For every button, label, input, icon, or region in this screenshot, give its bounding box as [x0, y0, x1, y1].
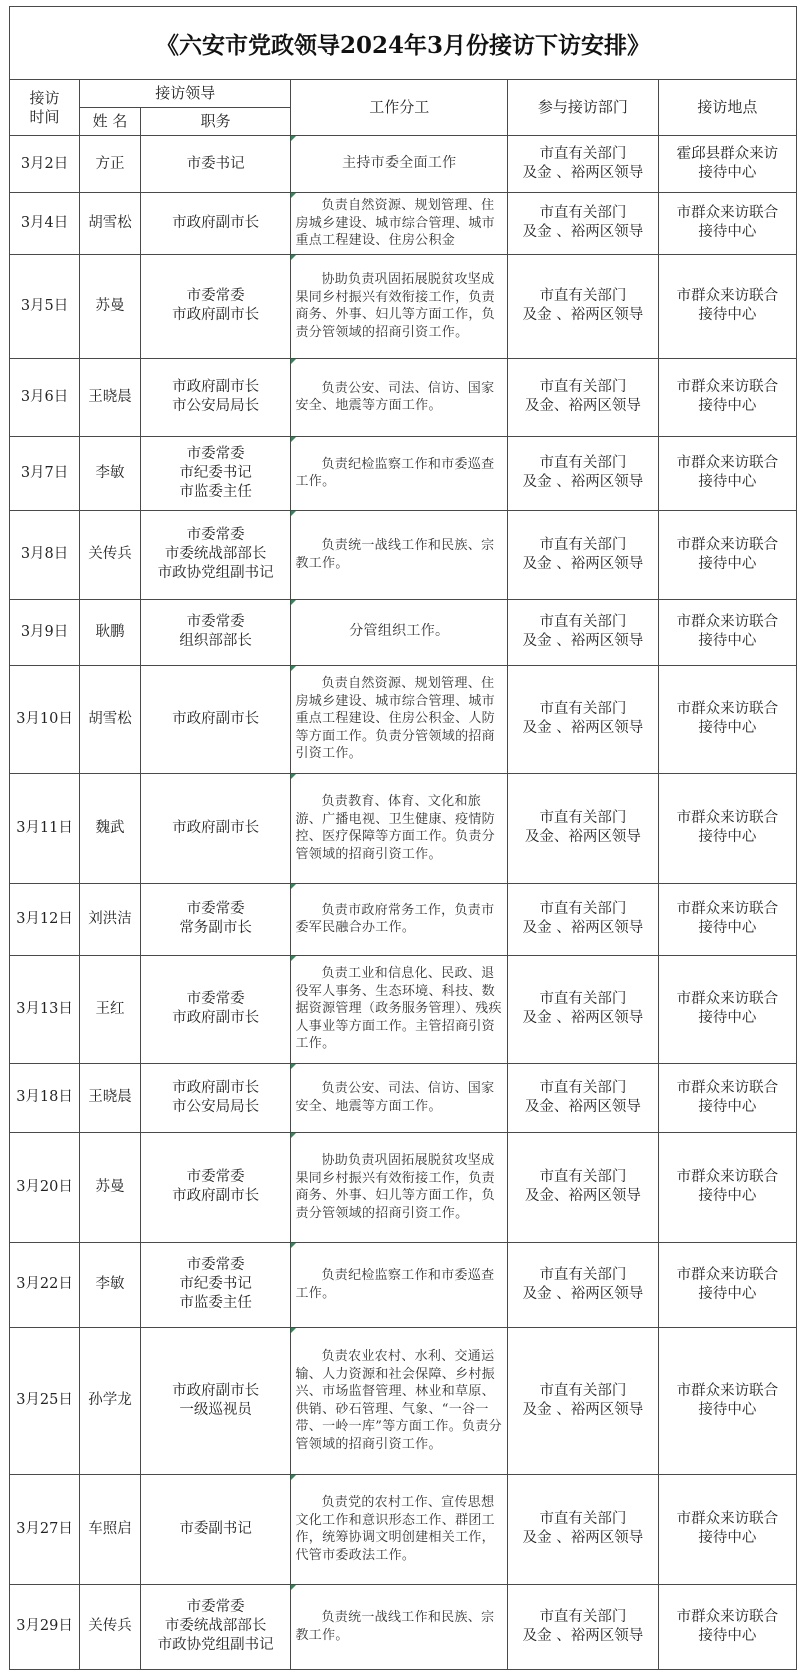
dept-cell [508, 773, 659, 883]
header-place: 接访地点 [658, 80, 796, 136]
duty-text: 负责统一战线工作和民族、宗教工作。 [295, 1610, 495, 1643]
dept-line: 及金 、裕两区领导 [522, 1285, 644, 1302]
place-line: 市群众来访联合 [676, 1608, 779, 1625]
duty-text: 负责纪检监察工作和市委巡查工作。 [295, 1268, 495, 1301]
place-line: 接待中心 [698, 1285, 757, 1302]
duty-cell [291, 358, 508, 436]
dept-line: 市直有关部门 [539, 901, 627, 917]
duty-text: 负责公安、司法、信访、国家安全、地震等方面工作。 [295, 380, 495, 413]
leader-position-cell [140, 883, 291, 955]
duty-text: 负责自然资源、规划管理、住房城乡建设、城市综合管理、城市重点工程建设、住房公积金 [295, 198, 495, 248]
place-line: 市群众来访联合 [676, 1266, 779, 1283]
leader-position-cell [140, 665, 291, 773]
visit-date-cell: 3月25日 [10, 1327, 80, 1474]
table-row [10, 436, 797, 510]
place-cell [658, 436, 796, 510]
place-line: 接待中心 [698, 1530, 757, 1546]
position-line: 市委常委 [186, 1599, 245, 1615]
dept-line: 市直有关部门 [539, 701, 627, 717]
dept-line: 及金 、裕两区领导 [522, 1627, 644, 1644]
position-line: 市委常委 [186, 527, 245, 543]
dept-cell [508, 665, 659, 773]
dept-line: 及金 、裕两区领导 [522, 165, 644, 181]
dept-line: 及金 、裕两区领导 [522, 633, 644, 649]
leader-position-cell [140, 358, 291, 436]
leader-name-cell: 方正 [80, 136, 141, 193]
leader-position-cell [140, 193, 291, 255]
leader-position-cell [140, 955, 291, 1063]
duty-text: 负责公安、司法、信访、国家安全、地震等方面工作。 [295, 1081, 495, 1114]
leader-position-cell [140, 254, 291, 358]
duty-text: 协助负责巩固拓展脱贫攻坚成果同乡村振兴有效衔接工作，负责商务、外事、妇儿等方面工作，负责分管领域的招商引资工作。 [295, 272, 495, 340]
place-line: 市群众来访联合 [676, 288, 779, 304]
place-line: 接待中心 [698, 165, 757, 181]
visit-date-cell: 3月8日 [10, 510, 80, 599]
place-line: 接待中心 [698, 398, 757, 414]
place-cell [658, 1584, 796, 1669]
place-line: 市群众来访联合 [676, 1169, 779, 1185]
visit-date-cell: 3月18日 [10, 1063, 80, 1132]
leader-name-cell: 王晓晨 [80, 1063, 141, 1132]
leader-position-cell [140, 1063, 291, 1132]
position-line: 市委统战部部长 [164, 546, 267, 562]
table-row [10, 1584, 797, 1669]
position-line: 市公安局局长 [172, 398, 260, 414]
table-row [10, 254, 797, 358]
dept-line: 市直有关部门 [539, 614, 627, 630]
duty-text: 负责自然资源、规划管理、住房城乡建设、城市综合管理、城市重点工程建设、住房公积金、人防等方面工作。负责分管领域的招商引资工作。 [295, 676, 495, 762]
dept-line: 及金、裕两区领导 [524, 1098, 641, 1115]
place-line: 接待中心 [698, 1188, 757, 1204]
position-line: 市委常委 [186, 445, 245, 462]
dept-line: 市直有关部门 [539, 1169, 627, 1185]
place-cell [658, 1242, 796, 1327]
duty-cell [291, 1242, 508, 1327]
place-line: 市群众来访联合 [676, 1382, 779, 1399]
place-line: 市群众来访联合 [676, 614, 779, 630]
table-row [10, 193, 797, 255]
leader-name-cell: 王晓晨 [80, 358, 141, 436]
dept-line: 及金 、裕两区领导 [522, 1010, 644, 1026]
leader-name-cell: 刘洪洁 [80, 883, 141, 955]
table-row [10, 1063, 797, 1132]
leader-position-cell [140, 436, 291, 510]
duty-text: 负责工业和信息化、民政、退役军人事务、生态环境、科技、数据资源管理（政务服务管理）、残疾人事业等方面工作。主管招商引资工作。 [295, 966, 502, 1052]
place-line: 市群众来访联合 [676, 701, 779, 717]
dept-cell [508, 1584, 659, 1669]
duty-cell [291, 436, 508, 510]
dept-cell [508, 193, 659, 255]
leader-position-cell [140, 1474, 291, 1584]
place-cell [658, 955, 796, 1063]
place-line: 接待中心 [698, 720, 757, 736]
position-line: 市委常委 [186, 288, 245, 304]
duty-text: 协助负责巩固拓展脱贫攻坚成果同乡村振兴有效衔接工作，负责商务、外事、妇儿等方面工作，负责分管领域的招商引资工作。 [295, 1153, 495, 1221]
duty-cell [291, 773, 508, 883]
table-row [10, 1327, 797, 1474]
table-row [10, 883, 797, 955]
place-cell [658, 773, 796, 883]
table-row [10, 955, 797, 1063]
table-row [10, 665, 797, 773]
dept-line: 及金 、裕两区领导 [522, 920, 644, 936]
dept-cell [508, 955, 659, 1063]
place-cell [658, 358, 796, 436]
leader-name-cell: 苏曼 [80, 254, 141, 358]
schedule-table [9, 6, 797, 1670]
position-line: 市纪委书记 [179, 1276, 252, 1292]
position-line: 常务副市长 [179, 920, 252, 936]
duty-text: 负责农业农村、水利、交通运输、人力资源和社会保障、乡村振兴、市场监督管理、林业和草原、供销、砂石管理、气象、“一谷一带、一岭一库”等方面工作。负责分管领域的招商引资工作。 [295, 1349, 502, 1452]
visit-date-cell: 3月2日 [10, 136, 80, 193]
dept-cell [508, 599, 659, 665]
table-row [10, 136, 797, 193]
dept-line: 市直有关部门 [539, 288, 627, 304]
position-line: 市政府副市长 [172, 379, 260, 395]
place-line: 接待中心 [698, 1098, 757, 1115]
visit-date-cell: 3月4日 [10, 193, 80, 255]
table-row [10, 599, 797, 665]
position-line: 市委常委 [186, 1257, 245, 1273]
place-line: 接待中心 [698, 920, 757, 936]
duty-cell [291, 599, 508, 665]
visit-date-cell: 3月11日 [10, 773, 80, 883]
position-line: 市委常委 [186, 614, 245, 630]
position-line: 组织部部长 [179, 633, 252, 649]
visit-date-cell: 3月27日 [10, 1474, 80, 1584]
position-line: 市委统战部部长 [164, 1618, 267, 1634]
leader-name-cell: 李敏 [80, 1242, 141, 1327]
duty-text: 负责党的农村工作、宣传思想文化工作和意识形态工作、群团工作，统筹协调文明创建相关工作，代管市委政法工作。 [295, 1495, 495, 1563]
place-line: 接待中心 [698, 633, 757, 649]
place-line: 接待中心 [698, 1010, 757, 1026]
visit-date-cell: 3月12日 [10, 883, 80, 955]
dept-cell [508, 436, 659, 510]
dept-line: 及金、裕两区领导 [524, 1188, 641, 1204]
position-line: 市监委主任 [179, 1295, 252, 1311]
duty-text: 负责纪检监察工作和市委巡查工作。 [295, 456, 495, 489]
place-line: 霍邱县群众来访 [676, 146, 779, 162]
position-line: 市政协党组副书记 [157, 565, 274, 581]
place-line: 市群众来访联合 [676, 455, 779, 471]
place-line: 市群众来访联合 [676, 1511, 779, 1527]
visit-date-cell: 3月13日 [10, 955, 80, 1063]
dept-line: 市直有关部门 [539, 455, 627, 471]
position-line: 市政府副市长 [172, 214, 260, 231]
place-cell [658, 599, 796, 665]
duty-cell [291, 955, 508, 1063]
dept-line: 及金、裕两区领导 [524, 398, 641, 414]
visit-date-cell: 3月20日 [10, 1132, 80, 1242]
leader-name-cell: 李敏 [80, 436, 141, 510]
place-line: 接待中心 [698, 224, 757, 241]
place-line: 市群众来访联合 [676, 536, 779, 553]
duty-cell [291, 136, 508, 193]
dept-cell [508, 254, 659, 358]
schedule-rows [10, 136, 797, 1670]
position-line: 市政府副市长 [172, 1079, 260, 1096]
position-line: 市政府副市长 [172, 710, 260, 727]
visit-date-cell: 3月9日 [10, 599, 80, 665]
dept-line: 市直有关部门 [539, 1382, 627, 1399]
dept-cell [508, 510, 659, 599]
duty-text: 分管组织工作。 [349, 623, 450, 640]
table-row [10, 773, 797, 883]
dept-line: 及金 、裕两区领导 [522, 474, 644, 490]
leader-name-cell: 王红 [80, 955, 141, 1063]
dept-line: 及金 、裕两区领导 [522, 307, 644, 323]
dept-line: 市直有关部门 [539, 379, 627, 395]
position-line: 市政协党组副书记 [157, 1637, 274, 1653]
visit-date-cell: 3月7日 [10, 436, 80, 510]
place-line: 市群众来访联合 [676, 991, 779, 1007]
schedule-sheet [9, 6, 797, 1670]
leader-position-cell [140, 1242, 291, 1327]
visit-date-cell: 3月10日 [10, 665, 80, 773]
header-position: 职务 [140, 108, 291, 136]
leader-name-cell: 魏武 [80, 773, 141, 883]
dept-line: 市直有关部门 [539, 205, 627, 222]
leader-name-cell: 苏曼 [80, 1132, 141, 1242]
dept-line: 市直有关部门 [539, 536, 627, 553]
duty-cell [291, 1474, 508, 1584]
visit-date-cell: 3月22日 [10, 1242, 80, 1327]
table-row [10, 510, 797, 599]
duty-cell [291, 1132, 508, 1242]
place-cell [658, 1063, 796, 1132]
place-cell [658, 1327, 796, 1474]
place-line: 接待中心 [698, 1401, 757, 1418]
table-row [10, 358, 797, 436]
position-line: 市委书记 [186, 155, 245, 172]
position-line: 市政府副市长 [172, 307, 260, 323]
position-line: 市委常委 [186, 1169, 245, 1185]
visit-date-cell: 3月29日 [10, 1584, 80, 1669]
dept-line: 市直有关部门 [539, 1608, 627, 1625]
position-line: 市纪委书记 [179, 464, 252, 481]
position-line: 市监委主任 [179, 483, 252, 500]
position-line: 市公安局局长 [172, 1098, 260, 1115]
place-line: 接待中心 [698, 307, 757, 323]
dept-cell [508, 358, 659, 436]
header-time [10, 80, 80, 136]
header-duty: 工作分工 [291, 80, 508, 136]
header-dept: 参与接访部门 [508, 80, 659, 136]
table-row [10, 1242, 797, 1327]
place-line: 接待中心 [698, 1627, 757, 1644]
visit-date-cell: 3月6日 [10, 358, 80, 436]
leader-name-cell: 关传兵 [80, 1584, 141, 1669]
dept-cell [508, 1132, 659, 1242]
dept-cell [508, 136, 659, 193]
place-cell [658, 193, 796, 255]
place-line: 市群众来访联合 [676, 901, 779, 917]
duty-text: 负责市政府常务工作，负责市委军民融合办工作。 [295, 902, 495, 935]
page-title: 《六安市党政领导2024年3月份接访下访安排》 [10, 7, 797, 80]
dept-line: 及金 、裕两区领导 [522, 1401, 644, 1418]
place-cell [658, 136, 796, 193]
table-row [10, 1474, 797, 1584]
dept-line: 及金 、裕两区领导 [522, 720, 644, 736]
place-line: 市群众来访联合 [676, 1079, 779, 1096]
dept-cell [508, 1063, 659, 1132]
position-line: 市委常委 [186, 991, 245, 1007]
duty-cell [291, 254, 508, 358]
place-cell [658, 254, 796, 358]
dept-line: 市直有关部门 [539, 991, 627, 1007]
place-line: 市群众来访联合 [676, 205, 779, 222]
position-line: 市政府副市长 [172, 819, 260, 836]
dept-line: 市直有关部门 [539, 146, 627, 162]
position-line: 市委副书记 [179, 1520, 252, 1537]
position-line: 市政府副市长 [172, 1382, 260, 1399]
leader-position-cell [140, 599, 291, 665]
leader-name-cell: 关传兵 [80, 510, 141, 599]
table-row [10, 1132, 797, 1242]
place-line: 市群众来访联合 [676, 379, 779, 395]
leader-name-cell: 胡雪松 [80, 665, 141, 773]
duty-cell [291, 193, 508, 255]
duty-text: 负责教育、体育、文化和旅游、广播电视、卫生健康、疫情防控、医疗保障等方面工作。负责分管领域的招商引资工作。 [295, 794, 495, 862]
leader-position-cell [140, 1132, 291, 1242]
leader-position-cell [140, 773, 291, 883]
dept-cell [508, 1474, 659, 1584]
position-line: 一级巡视员 [179, 1401, 252, 1418]
visit-date-cell: 3月5日 [10, 254, 80, 358]
dept-line: 市直有关部门 [539, 810, 627, 826]
place-cell [658, 1132, 796, 1242]
leader-position-cell [140, 510, 291, 599]
dept-line: 市直有关部门 [539, 1266, 627, 1283]
place-cell [658, 883, 796, 955]
duty-cell [291, 1327, 508, 1474]
duty-cell [291, 883, 508, 955]
header-leader-group: 接访领导 [80, 80, 291, 108]
dept-cell [508, 1327, 659, 1474]
place-cell [658, 665, 796, 773]
place-cell [658, 510, 796, 599]
place-line: 接待中心 [698, 829, 757, 845]
position-line: 市政府副市长 [172, 1188, 260, 1204]
place-line: 接待中心 [698, 474, 757, 490]
dept-line: 市直有关部门 [539, 1511, 627, 1527]
position-line: 市委常委 [186, 901, 245, 917]
dept-line: 及金 、裕两区领导 [522, 555, 644, 572]
leader-position-cell [140, 1327, 291, 1474]
header-name: 姓 名 [80, 108, 141, 136]
dept-line: 及金 、裕两区领导 [522, 224, 644, 241]
leader-position-cell [140, 136, 291, 193]
duty-cell [291, 510, 508, 599]
duty-cell [291, 665, 508, 773]
duty-cell [291, 1584, 508, 1669]
leader-name-cell: 孙学龙 [80, 1327, 141, 1474]
dept-line: 及金、裕两区领导 [524, 829, 641, 845]
place-cell [658, 1474, 796, 1584]
duty-cell [291, 1063, 508, 1132]
place-line: 接待中心 [698, 555, 757, 572]
dept-cell [508, 883, 659, 955]
leader-position-cell [140, 1584, 291, 1669]
leader-name-cell: 车照启 [80, 1474, 141, 1584]
dept-line: 市直有关部门 [539, 1079, 627, 1096]
place-line: 市群众来访联合 [676, 810, 779, 826]
leader-name-cell: 耿鹏 [80, 599, 141, 665]
duty-text: 负责统一战线工作和民族、宗教工作。 [295, 538, 495, 571]
leader-name-cell: 胡雪松 [80, 193, 141, 255]
dept-line: 及金 、裕两区领导 [522, 1530, 644, 1546]
dept-cell [508, 1242, 659, 1327]
duty-text: 主持市委全面工作 [342, 155, 457, 172]
header-time-label: 接访时间 [29, 88, 60, 126]
position-line: 市政府副市长 [172, 1010, 260, 1026]
